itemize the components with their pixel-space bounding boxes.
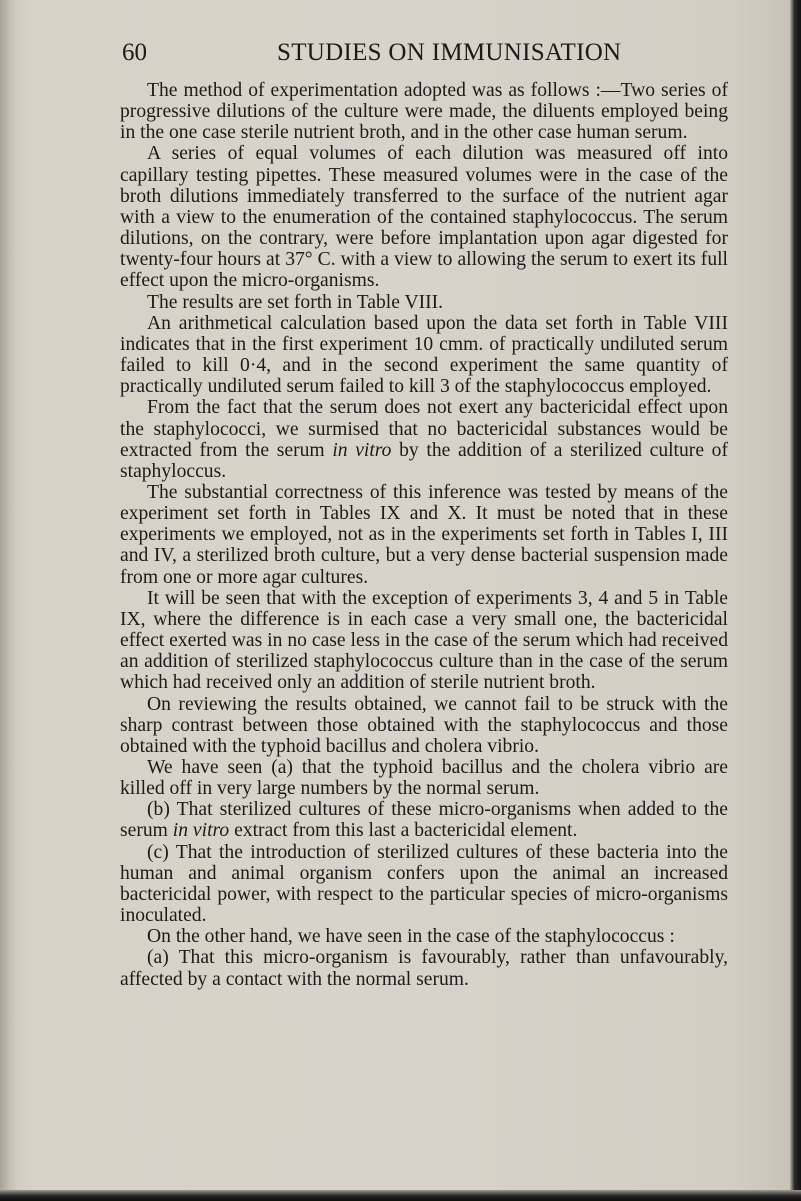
paragraph: (c) That the introduction of sterilized cultures of these bacteria into the human and animal organism confers upon the animal an increased bactericidal power, with respect to the particular species of micro-organisms inoculated. (120, 841, 728, 927)
paragraph: On the other hand, we have seen in the case of the staphylococcus : (147, 926, 675, 948)
paragraph: On reviewing the results obtained, we cannot fail to be struck with the sharp contrast between those obtained with the staphylococcus and those obtained with the typhoid bacillus and cholera vibrio. (120, 693, 728, 757)
body-text (120, 80, 728, 990)
paragraph: An arithmetical calculation based upon the data set forth in Table VIII indicates that in the first experiment 10 cmm. of practically undiluted serum failed to kill 0·4, and in the second experiment the same quantity of practically undiluted serum failed to kill 3 of the staphylococcus employed. (120, 312, 728, 398)
running-head: STUDIES ON IMMUNISATION (277, 39, 622, 66)
paragraph: The results are set forth in Table VIII. (147, 291, 444, 313)
paragraph: A series of equal volumes of each dilution was measured off into capillary testing pipettes. These measured volumes were in the case of the broth dilutions immediately transferred to the surface of the nutrient agar with a view to the enumeration of the contained staphylococcus. The serum dilutions, on the contrary, were before implantation upon agar digested for twenty-four hours at 37° C. with a view to allowing the serum to exert its full effect upon the micro-organisms. (120, 143, 728, 292)
page-gutter-shadow (0, 0, 18, 1201)
paragraph: The method of experimentation adopted was as follows :—Two series of progressive dilutions of the culture were made, the diluents employed being in the one case sterile nutrient broth, and in the other case human serum. (120, 80, 728, 144)
paragraph: (b) That sterilized cultures of these micro-organisms when added to the serum in vitro extract from this last a bactericidal element. (120, 799, 728, 842)
page-right-edge (790, 0, 801, 1201)
page-bottom-edge (0, 1190, 801, 1201)
page-number: 60 (122, 39, 147, 66)
italic-phrase: in vitro (332, 439, 392, 461)
paragraph: The substantial correctness of this inference was tested by means of the experiment set forth in Tables IX and X. It must be noted that in these experiments we employed, not as in the experiments set forth in Tables I, III and IV, a sterilized broth culture, but a very dense bacterial suspension made from one or more agar cultures. (120, 481, 728, 588)
page-header (122, 38, 682, 72)
paragraph: It will be seen that with the exception of experiments 3, 4 and 5 in Table IX, where the difference is in each case a very small one, the bactericidal effect exerted was in no case less in the case of the serum which had received an addition of sterilized staphylococcus culture than in the case of the serum which had received only an addition of sterile nutrient broth. (120, 587, 728, 694)
italic-phrase: in vitro (172, 820, 230, 842)
paragraph: (a) That this micro-organism is favourably, rather than unfavourably, affected by a contact with the normal serum. (120, 947, 728, 990)
paragraph: We have seen (a) that the typhoid bacillus and the cholera vibrio are killed off in very large numbers by the normal serum. (120, 757, 728, 800)
paragraph: From the fact that the serum does not exert any bactericidal effect upon the staphylococci, we surmised that no bactericidal substances would be extracted from the serum in vitro by the addition of a sterilized culture of staphyloccus. (120, 397, 728, 482)
